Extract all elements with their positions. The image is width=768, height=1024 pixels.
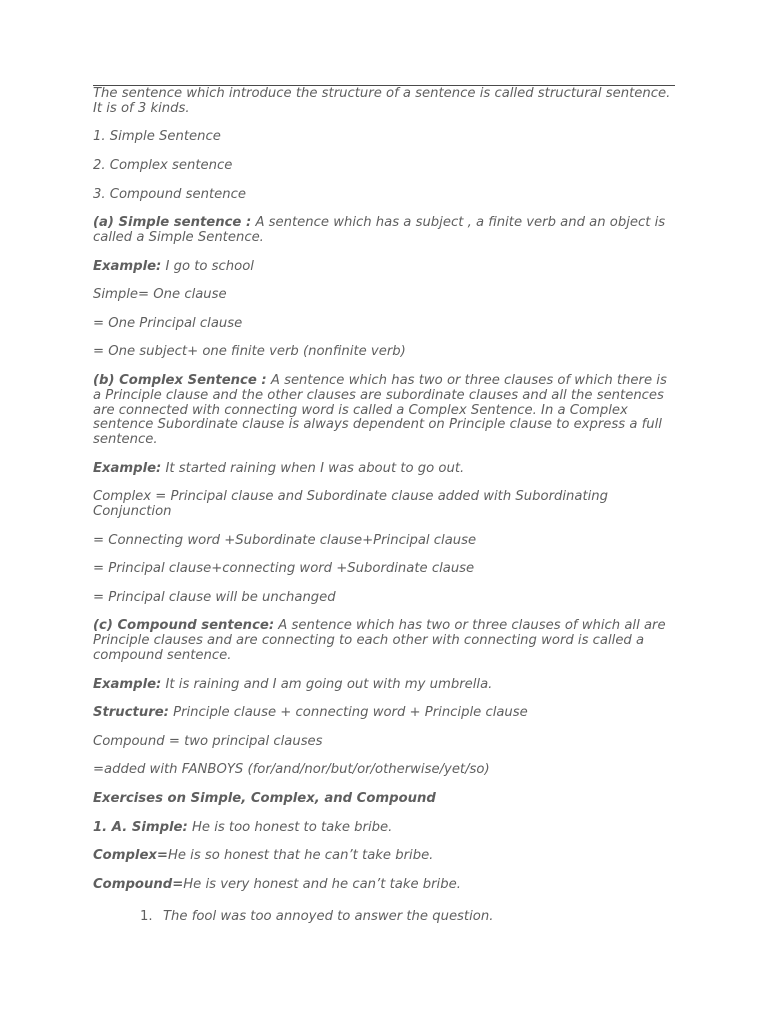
complex-note: = Principal clause+connecting word +Subordinate clause xyxy=(93,561,475,577)
example-label: Example: xyxy=(93,676,162,692)
complex-note: Complex = Principal clause and Subordinate clause added with Subordinating Conjunction xyxy=(93,489,609,520)
simple-note: = One subject+ one finite verb (nonfinite verb) xyxy=(93,344,406,360)
exercise-simple-label: 1. A. Simple: xyxy=(93,819,188,835)
compound-example xyxy=(93,678,678,693)
complex-note: = Principal clause will be unchanged xyxy=(93,589,336,605)
document-body xyxy=(93,87,678,906)
exercise-list-item xyxy=(140,909,493,924)
kind-item: 1. Simple Sentence xyxy=(93,129,221,145)
compound-definition-text: A sentence which has two or three clauses of which all are Principle clauses and are connecting to each other with connecting word is called a compound sentence. xyxy=(93,618,666,664)
structure-label: Structure: xyxy=(93,705,169,721)
simple-definition-text: A sentence which has a subject , a finite verb and an object is called a Simple Sentence. xyxy=(93,215,666,245)
example-text: It is raining and I am going out with my umbrella. xyxy=(161,676,493,692)
structure-text: Principle clause + connecting word + Principle clause xyxy=(168,705,528,721)
simple-label: (a) Simple sentence : xyxy=(93,215,252,231)
simple-definition xyxy=(93,216,678,246)
complex-definition-text: A sentence which has two or three clauses of which there is a Principle clause and the other clauses are subordinate clauses and all the sentences are connected with connecting word is called a Complex Sentence. In a Complex sentence Subordinate clause is always dependent on Principle clause to express a full sentence. xyxy=(93,372,667,448)
intro-paragraph: The sentence which introduce the structure of a sentence is called structural sentence. It is of 3 kinds. xyxy=(93,86,671,116)
simple-example xyxy=(93,260,678,275)
compound-label: (c) Compound sentence: xyxy=(93,618,275,634)
list-text: The fool was too annoyed to answer the question. xyxy=(163,909,494,924)
complex-note: = Connecting word +Subordinate clause+Principal clause xyxy=(93,532,477,548)
exercise-simple-text: He is too honest to take bribe. xyxy=(187,819,393,835)
example-label: Example: xyxy=(93,460,162,476)
compound-note: Compound = two principal clauses xyxy=(93,733,323,749)
exercise-compound xyxy=(93,878,678,893)
exercises-heading-text: Exercises on Simple, Complex, and Compound xyxy=(93,791,436,807)
example-text: I go to school xyxy=(161,258,254,274)
exercise-simple xyxy=(93,821,678,836)
exercise-compound-text: He is very honest and he can’t take bribe. xyxy=(183,876,461,892)
exercise-complex-text: He is so honest that he can’t take bribe. xyxy=(167,848,434,864)
exercises-heading xyxy=(93,792,678,807)
simple-note: Simple= One clause xyxy=(93,287,227,303)
exercise-complex-label: Complex= xyxy=(93,848,168,864)
complex-label: (b) Complex Sentence : xyxy=(93,372,267,388)
exercise-compound-label: Compound= xyxy=(93,876,184,892)
compound-note: =added with FANBOYS (for/and/nor/but/or/otherwise/yet/so) xyxy=(93,762,490,778)
example-label: Example: xyxy=(93,258,162,274)
kind-item: 3. Compound sentence xyxy=(93,186,246,202)
complex-definition xyxy=(93,374,678,448)
simple-note: = One Principal clause xyxy=(93,315,243,331)
example-text: It started raining when I was about to go out. xyxy=(161,460,465,476)
exercise-complex xyxy=(93,849,678,864)
list-number: 1. xyxy=(140,909,153,924)
compound-definition xyxy=(93,619,678,663)
kind-item: 2. Complex sentence xyxy=(93,157,233,173)
compound-structure xyxy=(93,706,678,721)
complex-example xyxy=(93,462,678,477)
